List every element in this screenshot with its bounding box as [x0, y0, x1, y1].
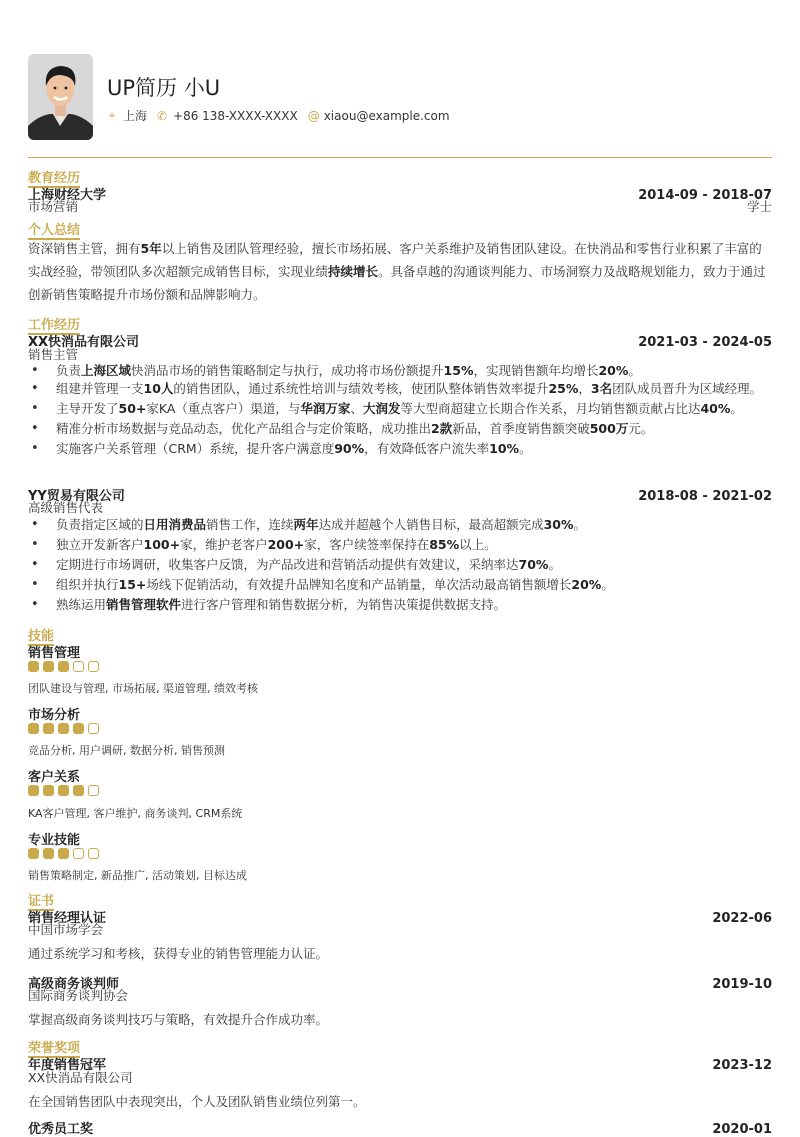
- skill-desc: 团队建设与管理, 市场拓展, 渠道管理, 绩效考核: [28, 682, 258, 695]
- skill-name: 销售管理: [28, 646, 81, 661]
- job-dates: 2018-08 - 2021-02: [638, 489, 772, 504]
- major: 市场营销: [28, 199, 79, 214]
- skill-dot-empty: [88, 848, 99, 859]
- section-title-work: 工作经历: [28, 318, 81, 333]
- skill-dot-filled: [43, 723, 54, 734]
- award-name: 优秀员工奖: [28, 1122, 94, 1137]
- skill-dot-filled: [28, 785, 39, 796]
- award-name: 年度销售冠军: [28, 1058, 107, 1073]
- award-date: 2020-01: [712, 1122, 772, 1137]
- certificate-desc: 掌握高级商务谈判技巧与策略，有效提升合作成功率。: [28, 1012, 329, 1027]
- header-divider: [28, 157, 772, 158]
- skill-dot-empty: [88, 785, 99, 796]
- section-title-certificates: 证书: [28, 894, 55, 909]
- certificate-name: 高级商务谈判师: [28, 977, 120, 992]
- skill-dot-empty: [88, 723, 99, 734]
- certificate-date: 2022-06: [712, 911, 772, 926]
- skill-desc: 销售策略制定, 新品推广, 活动策划, 目标达成: [28, 869, 247, 882]
- summary-text: 资深销售主管，拥有5年以上销售及团队管理经验，擅长市场拓展、客户关系维护及销售团队建设。在快消品和零售行业积累了丰富的实战经验，带领团队多次超额完成销售目标，实现业绩持续增长。具备卓越的沟通谈判能力、市场洞察力及战略规划能力，致力于通过创新销售策略提升市场份额和品牌影响力。: [28, 241, 766, 302]
- phone-text[interactable]: +86 138-XXXX-XXXX: [173, 108, 298, 123]
- job-bullet: • 组建并管理一支10人的销售团队，通过系统性培训与绩效考核，使团队整体销售效率提升25%，3名团队成员晋升为区域经理。: [28, 382, 772, 395]
- certificate-issuer: 中国市场学会: [28, 922, 104, 937]
- skill-dot-filled: [58, 848, 69, 859]
- certificate-row: [28, 973, 772, 992]
- skill-name: 专业技能: [28, 833, 81, 848]
- job-bullets-2: [28, 516, 772, 616]
- skill-dot-empty: [73, 848, 84, 859]
- skill-dot-filled: [28, 848, 39, 859]
- section-title-skills: 技能: [28, 629, 55, 644]
- avatar-portrait: [28, 54, 93, 140]
- skill-dot-empty: [88, 661, 99, 672]
- certificate-desc: 通过系统学习和考核，获得专业的销售管理能力认证。: [28, 946, 329, 961]
- skill-name: 客户关系: [28, 770, 81, 785]
- skill-level: [28, 848, 99, 859]
- job-bullet: • 定期进行市场调研，收集客户反馈，为产品改进和营销活动提供有效建议，采纳率达70%。: [28, 556, 772, 573]
- job-header-2: [28, 485, 772, 504]
- skill-name: 市场分析: [28, 708, 81, 723]
- company-name: YY贸易有限公司: [28, 489, 125, 504]
- award-row: [28, 1118, 772, 1137]
- certificate-date: 2019-10: [712, 977, 772, 992]
- job-role: 高级销售代表: [28, 500, 104, 515]
- job-bullet: • 精准分析市场数据与竞品动态，优化产品组合与定价策略，成功推出2款新品，首季度销售额突破500万元。: [28, 420, 772, 437]
- skill-dot-filled: [28, 661, 39, 672]
- school-name: 上海财经大学: [28, 188, 107, 203]
- skill-dot-filled: [43, 785, 54, 796]
- job-bullet: • 实施客户关系管理（CRM）系统，提升客户满意度90%，有效降低客户流失率10%。: [28, 440, 772, 457]
- job-header-1: [28, 331, 772, 350]
- education-dates: 2014-09 - 2018-07: [638, 188, 772, 203]
- skill-dot-filled: [73, 723, 84, 734]
- section-title-summary: 个人总结: [28, 223, 81, 238]
- skill-dot-filled: [43, 661, 54, 672]
- location-pin-icon: ⌖: [108, 108, 116, 122]
- section-title-education: 教育经历: [28, 171, 81, 186]
- skill-dot-filled: [58, 723, 69, 734]
- job-dates: 2021-03 - 2024-05: [638, 335, 772, 350]
- certificate-row: [28, 907, 772, 926]
- skill-level: [28, 723, 99, 734]
- skill-dot-filled: [73, 785, 84, 796]
- job-bullets-1: [28, 362, 772, 460]
- company-name: XX快消品有限公司: [28, 335, 140, 350]
- skill-desc: KA客户管理, 客户维护, 商务谈判, CRM系统: [28, 807, 243, 820]
- contact-info: [107, 107, 450, 124]
- job-bullet: • 组织并执行15+场线下促销活动，有效提升品牌知名度和产品销量，单次活动最高销售额增长20%。: [28, 576, 772, 593]
- job-bullet: • 负责上海区域快消品市场的销售策略制定与执行，成功将市场份额提升15%，实现销售额年均增长20%。: [28, 362, 772, 379]
- skill-dot-filled: [43, 848, 54, 859]
- candidate-name: UP简历 小U: [107, 76, 221, 100]
- email-text[interactable]: xiaou@example.com: [323, 108, 450, 123]
- job-bullet: • 主导开发了50+家KA（重点客户）渠道，与华润万家、大润发等大型商超建立长期合作关系，月均销售额贡献占比达40%。: [28, 400, 772, 417]
- at-sign-icon: @: [307, 108, 320, 123]
- section-title-awards: 荣誉奖项: [28, 1041, 81, 1056]
- job-bullet: • 独立开发新客户100+家，维护老客户200+家，客户续签率保持在85%以上。: [28, 536, 772, 553]
- certificate-issuer: 国际商务谈判协会: [28, 988, 129, 1003]
- job-role: 销售主管: [28, 347, 79, 362]
- skill-level: [28, 785, 99, 796]
- skill-dot-empty: [73, 661, 84, 672]
- award-desc: 在全国销售团队中表现突出，个人及团队销售业绩位列第一。: [28, 1094, 366, 1109]
- award-date: 2023-12: [712, 1058, 772, 1073]
- award-row: [28, 1054, 772, 1073]
- job-bullet: • 负责指定区域的日用消费品销售工作，连续两年达成并超越个人销售目标，最高超额完成30%。: [28, 516, 772, 533]
- profile-photo: [28, 54, 93, 140]
- degree: 学士: [746, 199, 772, 214]
- certificate-name: 销售经理认证: [28, 911, 107, 926]
- job-bullet: • 熟练运用销售管理软件进行客户管理和销售数据分析，为销售决策提供数据支持。: [28, 596, 772, 613]
- location-text: 上海: [123, 109, 148, 123]
- skill-level: [28, 661, 99, 672]
- skill-dot-filled: [58, 785, 69, 796]
- skill-dot-filled: [28, 723, 39, 734]
- education-row: [28, 184, 772, 203]
- skill-desc: 竞品分析, 用户调研, 数据分析, 销售预测: [28, 744, 225, 757]
- skill-dot-filled: [58, 661, 69, 672]
- award-issuer: XX快消品有限公司: [28, 1070, 133, 1085]
- phone-icon: ✆: [157, 108, 168, 123]
